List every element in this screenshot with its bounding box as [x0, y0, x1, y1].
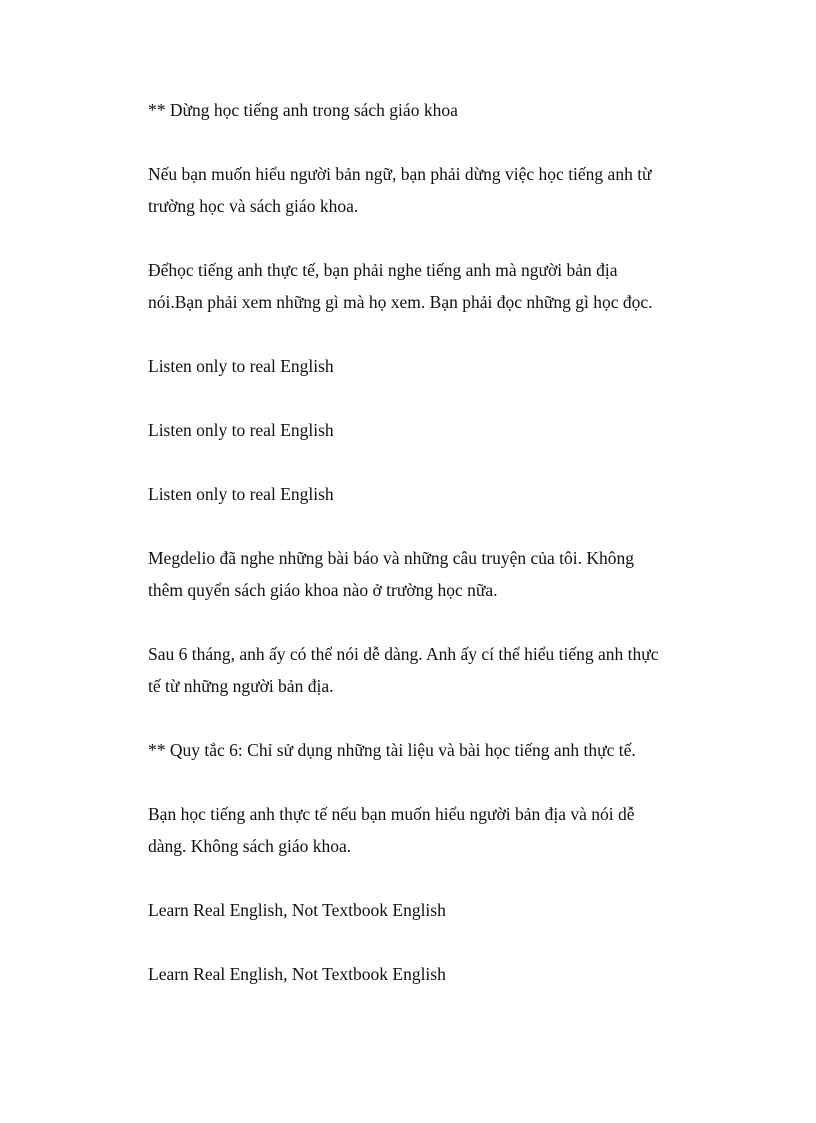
paragraph — [148, 158, 688, 222]
paragraph — [148, 414, 688, 446]
paragraph — [148, 542, 688, 606]
heading-rule-6 — [148, 734, 688, 766]
text-line: dàng. Không sách giáo khoa. — [148, 836, 352, 856]
text-line: ** Quy tắc 6: Chỉ sử dụng những tài liệu và bài học tiếng anh thực tế. — [148, 740, 636, 760]
text-line: Listen only to real English — [148, 420, 334, 440]
text-line: Learn Real English, Not Textbook English — [148, 900, 446, 920]
text-line: Bạn học tiếng anh thực tế nếu bạn muốn hiểu người bản địa và nói dễ — [148, 804, 635, 824]
paragraph — [148, 254, 688, 318]
text-line: nói.Bạn phải xem những gì mà họ xem. Bạn phải đọc những gì học đọc. — [148, 292, 653, 312]
text-line: Listen only to real English — [148, 356, 334, 376]
paragraph — [148, 350, 688, 382]
text-line: tế từ những người bản địa. — [148, 676, 334, 696]
paragraph — [148, 958, 688, 990]
text-line: Đểhọc tiếng anh thực tế, bạn phải nghe tiếng anh mà người bản địa — [148, 260, 618, 280]
paragraph — [148, 478, 688, 510]
heading-stop-textbook — [148, 94, 688, 126]
document-body — [148, 94, 688, 1022]
text-line: Sau 6 tháng, anh ấy có thể nói dễ dàng. Anh ấy cí thể hiểu tiếng anh thực — [148, 644, 659, 664]
text-line: Nếu bạn muốn hiểu người bản ngữ, bạn phải dừng việc học tiếng anh từ — [148, 164, 652, 184]
text-line: trường học và sách giáo khoa. — [148, 196, 359, 216]
text-line: ** Dừng học tiếng anh trong sách giáo khoa — [148, 100, 458, 120]
text-line: Listen only to real English — [148, 484, 334, 504]
paragraph — [148, 894, 688, 926]
paragraph — [148, 638, 688, 702]
paragraph — [148, 798, 688, 862]
text-line: Learn Real English, Not Textbook English — [148, 964, 446, 984]
text-line: thêm quyển sách giáo khoa nào ở trường học nữa. — [148, 580, 498, 600]
text-line: Megdelio đã nghe những bài báo và những câu truyện của tôi. Không — [148, 548, 635, 568]
